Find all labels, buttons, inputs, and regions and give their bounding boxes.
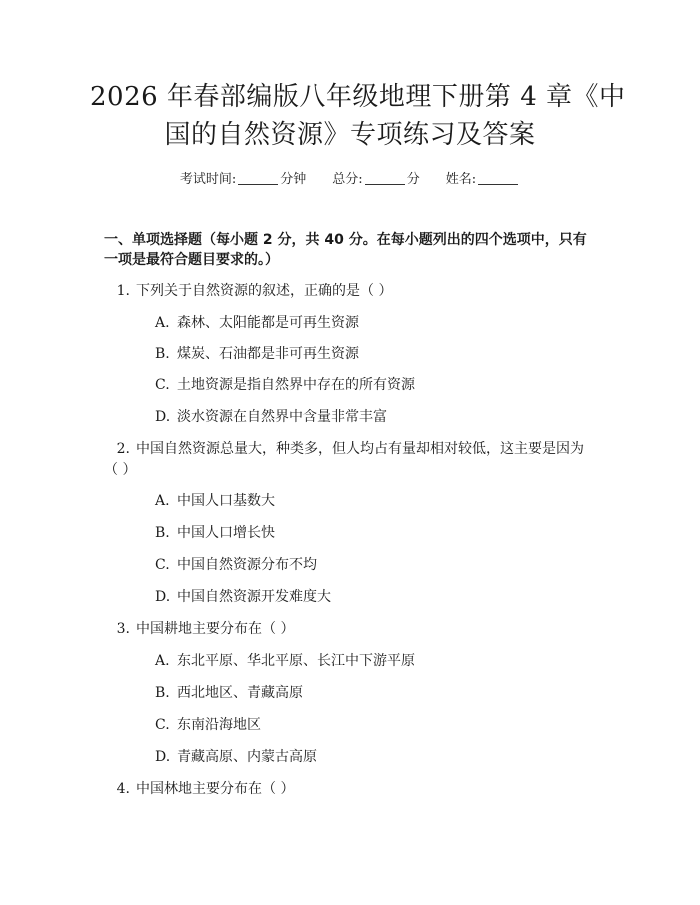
option-text: 青藏高原、内蒙古高原: [177, 749, 317, 765]
option-text: 煤炭、石油都是非可再生资源: [177, 346, 359, 362]
option-letter: D.: [155, 589, 171, 605]
time-blank: [238, 172, 278, 185]
option-text: 淡水资源在自然界中含量非常丰富: [177, 409, 387, 425]
score-blank: [365, 172, 405, 185]
option-text: 中国自然资源开发难度大: [177, 589, 331, 605]
option-letter: C.: [155, 557, 170, 573]
option-text: 中国人口增长快: [177, 525, 275, 541]
exam-info: [0, 168, 700, 187]
option-letter: D.: [155, 409, 171, 425]
option-text: 东北平原、华北平原、长江中下游平原: [177, 653, 415, 669]
question-2-option-c: [155, 555, 575, 575]
name-label: 姓名:: [445, 172, 477, 187]
option-letter: B.: [155, 685, 170, 701]
title-line-1: 2026 年春部编版八年级地理下册第 4 章《中: [90, 82, 626, 112]
option-letter: A.: [155, 493, 170, 509]
option-text: 西北地区、青藏高原: [177, 685, 303, 701]
option-letter: D.: [155, 749, 171, 765]
question-1-option-c: [155, 375, 575, 395]
option-text: 森林、太阳能都是可再生资源: [177, 315, 359, 331]
question-4-stem: [104, 779, 600, 799]
time-unit: 分钟: [280, 172, 307, 187]
question-2-stem: [104, 439, 600, 459]
question-1-option-d: [155, 407, 575, 427]
option-letter: B.: [155, 346, 170, 362]
option-text: 中国自然资源分布不均: [177, 557, 317, 573]
time-label: 考试时间:: [179, 172, 237, 187]
option-letter: A.: [155, 315, 170, 331]
question-text-line-1: 中国自然资源总量大，种类多，但人均占有量却相对较低，这主要是因为: [136, 441, 584, 457]
option-text: 土地资源是指自然界中存在的所有资源: [177, 377, 415, 393]
score-unit: 分: [406, 172, 420, 187]
question-3-option-d: [155, 747, 575, 767]
question-3-option-c: [155, 715, 575, 735]
question-text: 中国林地主要分布在（ ）: [136, 781, 295, 797]
option-letter: B.: [155, 525, 170, 541]
option-letter: C.: [155, 717, 170, 733]
question-1-stem: [104, 281, 600, 301]
option-letter: C.: [155, 377, 170, 393]
question-2-option-b: [155, 523, 575, 543]
question-number: 3.: [116, 621, 130, 637]
question-2-option-a: [155, 491, 575, 511]
score-label: 总分:: [332, 172, 363, 187]
document-title: [90, 78, 626, 154]
question-2-option-d: [155, 587, 575, 607]
question-3-option-b: [155, 683, 575, 703]
name-blank: [478, 172, 518, 185]
section-heading: 一、单项选择题（每小题 2 分，共 40 分。在每小题列出的四个选项中，只有一项是最符合题目要求的。）: [104, 232, 587, 268]
option-text: 东南沿海地区: [177, 717, 261, 733]
question-text-line-2: （ ）: [104, 462, 137, 478]
option-text: 中国人口基数大: [177, 493, 275, 509]
question-number: 4.: [116, 781, 130, 797]
option-letter: A.: [155, 653, 170, 669]
question-number: 2.: [116, 441, 130, 457]
question-3-stem: [104, 619, 600, 639]
question-3-option-a: [155, 651, 575, 671]
question-text: 下列关于自然资源的叙述，正确的是（ ）: [136, 283, 393, 299]
question-text: 中国耕地主要分布在（ ）: [136, 621, 295, 637]
question-number: 1.: [116, 283, 130, 299]
question-1-option-b: [155, 344, 575, 364]
title-line-2: 国的自然资源》专项练习及答案: [164, 120, 536, 150]
question-2-stem-cont: [104, 460, 600, 480]
question-1-option-a: [155, 313, 575, 333]
